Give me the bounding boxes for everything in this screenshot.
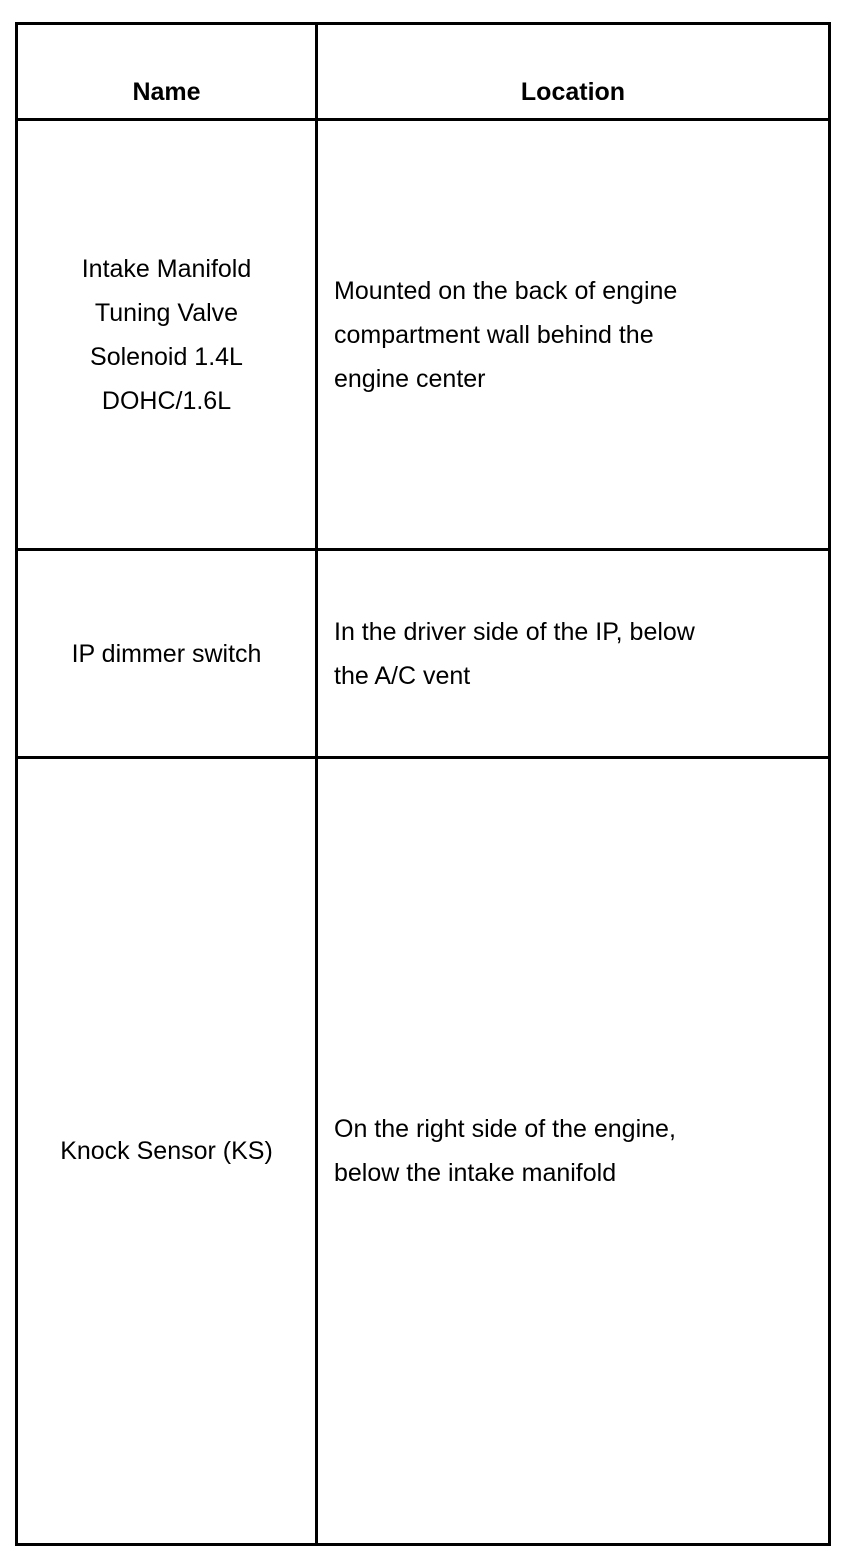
- location-line: engine center: [334, 364, 486, 393]
- name-cell: [17, 758, 317, 1545]
- header-name: Name: [17, 24, 317, 120]
- table-row: [17, 550, 830, 758]
- location-line: On the right side of the engine,: [334, 1115, 676, 1144]
- name-line: Intake Manifold: [81, 254, 252, 283]
- name-line: Tuning Valve: [94, 298, 239, 327]
- header-location: Location: [317, 24, 830, 120]
- name-line: DOHC/1.6L: [101, 386, 232, 415]
- location-cell: [317, 550, 830, 758]
- location-line: In the driver side of the IP, below: [334, 617, 695, 646]
- table-header-row: [17, 24, 830, 120]
- components-location-table: [15, 22, 831, 1546]
- name-line: Solenoid 1.4L: [90, 342, 243, 371]
- location-cell: [317, 758, 830, 1545]
- table-row: [17, 120, 830, 550]
- location-cell: [317, 120, 830, 550]
- name-cell: [17, 120, 317, 550]
- table-row: [17, 758, 830, 1545]
- location-line: the A/C vent: [334, 661, 471, 690]
- name-cell: [17, 550, 317, 758]
- name-line: Knock Sensor (KS): [60, 1137, 273, 1166]
- name-line: IP dimmer switch: [71, 639, 262, 668]
- location-line: compartment wall behind the: [334, 320, 654, 349]
- location-line: Mounted on the back of engine: [334, 276, 678, 305]
- location-line: below the intake manifold: [334, 1159, 617, 1188]
